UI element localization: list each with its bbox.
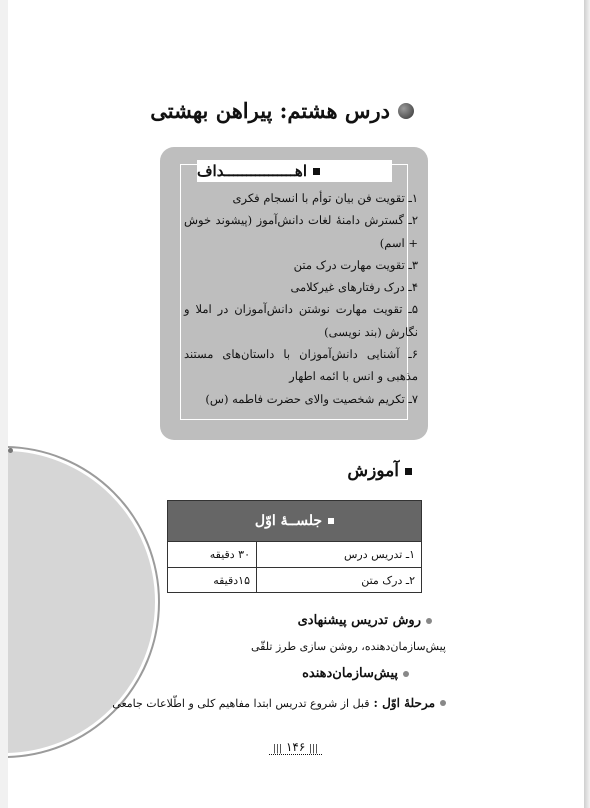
bullet-icon: [426, 618, 432, 624]
decorative-dot: [8, 448, 13, 453]
goal-item: ۳ـ تقویت مهارت درک متن: [293, 257, 418, 272]
square-bullet-icon: [328, 518, 334, 524]
session-title: جلســهٔ اوّل: [254, 513, 323, 529]
method-title-text: روش تدریس پیشنهادی: [297, 613, 421, 628]
goal-item: ۱ـ تقویت فن بیان توأم با انسجام فکری: [232, 191, 418, 205]
stage-text: قبل از شروع تدریس ابتدا مفاهیم کلی و اطّلاعات جامعی: [112, 696, 370, 710]
lesson-title: [150, 98, 414, 123]
section-heading-text: آموزش: [347, 461, 399, 481]
activity-cell: ۱ـ تدریس درس: [256, 542, 421, 567]
goals-header: [197, 160, 392, 182]
goal-item: ۴ـ درک رفتارهای غیرکلامی: [290, 280, 418, 295]
goals-box: [160, 147, 428, 440]
page-edge-shadow: [584, 0, 590, 808]
pre-organizer-title: [302, 666, 409, 681]
session-header: [168, 501, 421, 541]
session-table: [167, 500, 422, 593]
table-row: [168, 541, 421, 567]
stage-line: [112, 696, 446, 710]
stage-label: مرحلهٔ اوّل :: [373, 696, 435, 710]
method-title: [298, 613, 432, 628]
page-number-ornament: |||: [309, 744, 319, 754]
page-number: [269, 740, 322, 755]
duration-cell: ۳۰ دقیقه: [209, 548, 250, 561]
method-text: پیش‌سازمان‌دهنده، روشن سازی طرز تلقّی: [251, 640, 446, 653]
square-bullet-icon: [313, 168, 320, 175]
goals-header-text: اهــــــــــــــــداف: [197, 162, 307, 180]
page-number-ornament: |||: [273, 744, 283, 754]
table-row: [168, 567, 421, 593]
duration-cell: ۱۵دقیقه: [213, 574, 250, 587]
page-number-text: ۱۴۶: [285, 740, 306, 754]
bullet-icon: [440, 700, 446, 706]
book-page: [8, 0, 584, 808]
pre-organizer-title-text: پیش‌سازمان‌دهنده: [302, 666, 398, 681]
activity-cell: ۲ـ درک متن: [256, 568, 421, 593]
goal-item: ۷ـ تکریم شخصیت والای حضرت فاطمه (س): [205, 391, 418, 406]
lesson-title-text: درس هشتم: پیراهن بهشتی: [150, 98, 390, 123]
square-bullet-icon: [405, 468, 412, 475]
goal-item: ۲ـ گسترش دامنهٔ لغات دانش‌آموز (پیشوند خوش + اسم): [184, 213, 418, 250]
section-heading: [347, 461, 412, 481]
bullet-icon: [403, 671, 409, 677]
goal-item: ۶ـ آشنایی دانش‌آموزان با داستان‌های مستند مذهبی و انس با ائمه اطهار: [184, 347, 418, 384]
goal-item: ۵ـ تقویت مهارت نوشتن دانش‌آموزان در املا و نگارش (بند نویسی): [184, 302, 418, 339]
goals-list: [184, 187, 418, 410]
title-bullet-icon: [398, 103, 414, 119]
